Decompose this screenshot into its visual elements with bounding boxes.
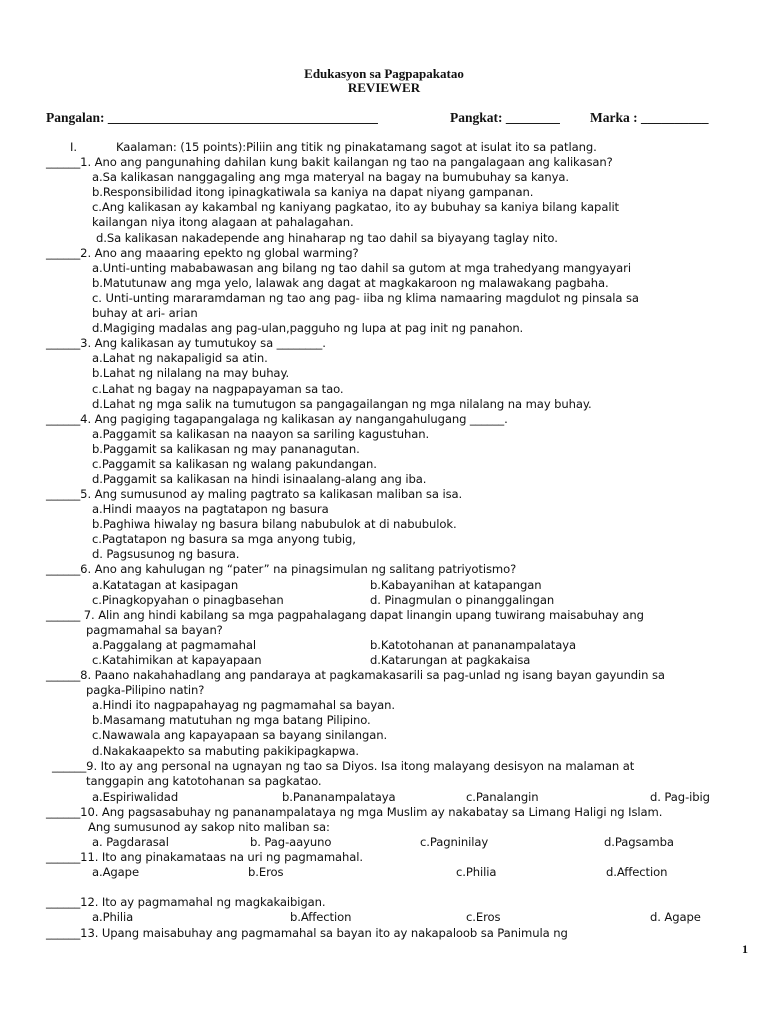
- q2-choice-b: b.Matutunaw ang mga yelo, lalawak ang dagat at magkakaroon ng malawakang pagbaha.: [92, 276, 609, 290]
- q7-choice-d: d.Katarungan at pagkakaisa: [370, 653, 531, 667]
- q1-choice-b: b.Responsibilidad itong ipinagkatiwala sa kaniya na dapat niyang gampanan.: [92, 185, 534, 199]
- q5-choice-c: c.Pagtatapon ng basura sa mga anyong tubig,: [92, 532, 356, 546]
- q11-choice-d: d.Affection: [606, 865, 668, 879]
- q12-choice-c: c.Eros: [466, 910, 501, 924]
- q8-choice-c: c.Nawawala ang kapayapaan sa bayang sinilangan.: [92, 728, 388, 742]
- question-8-cont: pagka-Pilipino natin?: [86, 683, 205, 697]
- question-9-cont: tanggapin ang katotohanan sa pagkatao.: [86, 774, 322, 788]
- question-12: ______12. Ito ay pagmamahal ng magkakaibigan.: [46, 895, 326, 909]
- q6-choice-d: d. Pinagmulan o pinanggalingan: [370, 593, 555, 607]
- q9-choice-c: c.Panalangin: [466, 790, 539, 804]
- q5-choice-d: d. Pagsusunog ng basura.: [92, 547, 240, 561]
- score-field[interactable]: Marka : __________: [590, 110, 709, 125]
- q4-choice-c: c.Paggamit sa kalikasan ng walang pakundangan.: [92, 457, 377, 471]
- section-number: I.: [70, 140, 77, 154]
- q10-choice-d: d.Pagsamba: [604, 835, 674, 849]
- name-field[interactable]: Pangalan: ________________________________________: [46, 110, 378, 125]
- q2-choice-c: c. Unti-unting mararamdaman ng tao ang pag- iiba ng klima namaaring magdulot ng pinsala sa: [92, 291, 639, 305]
- q7-choice-a: a.Paggalang at pagmamahal: [92, 638, 257, 652]
- q11-choice-b: b.Eros: [248, 865, 284, 879]
- q2-choice-a: a.Unti-unting mababawasan ang bilang ng tao dahil sa gutom at mga trahedyang mangyayari: [92, 261, 631, 275]
- q10-choice-b: b. Pag-aayuno: [250, 835, 332, 849]
- question-7-cont: pagmamahal sa bayan?: [86, 623, 223, 637]
- q1-choice-c: c.Ang kalikasan ay kakambal ng kaniyang pagkatao, ito ay bubuhay sa kaniya bilang kapalit: [92, 200, 620, 214]
- q6-choice-a: a.Katatagan at kasipagan: [92, 578, 239, 592]
- q1-choice-d: d.Sa kalikasan nakadepende ang hinaharap ng tao dahil sa biyayang taglay nito.: [96, 231, 558, 245]
- q12-choice-b: b.Affection: [290, 910, 352, 924]
- q2-choice-c-cont: buhay at ari- arian: [92, 306, 198, 320]
- q8-choice-a: a.Hindi ito nagpapahayag ng pagmamahal sa bayan.: [92, 698, 395, 712]
- q3-choice-d: d.Lahat ng mga salik na tumutugon sa pangagailangan ng mga nilalang na may buhay.: [92, 397, 592, 411]
- question-10-cont: Ang sumusunod ay sakop nito maliban sa:: [88, 820, 330, 834]
- q9-choice-d: d. Pag-ibig: [650, 790, 710, 804]
- q4-choice-a: a.Paggamit sa kalikasan na naayon sa sariling kagustuhan.: [92, 427, 430, 441]
- question-2: ______2. Ano ang maaaring epekto ng global warming?: [46, 246, 359, 260]
- q3-choice-b: b.Lahat ng nilalang na may buhay.: [92, 366, 290, 380]
- document-title: Edukasyon sa Pagpapakatao: [304, 66, 464, 81]
- q11-choice-c: c.Philia: [456, 865, 497, 879]
- question-10: ______10. Ang pagsasabuhay ng pananampalataya ng mga Muslim ay nakabatay sa Limang Haligi ng Islam.: [46, 805, 663, 819]
- question-3: ______3. Ang kalikasan ay tumutukoy sa ________.: [46, 336, 326, 350]
- q2-choice-d: d.Magiging madalas ang pag-ulan,pagguho ng lupa at pag init ng panahon.: [92, 321, 524, 335]
- student-info-fields: [46, 110, 726, 128]
- q5-choice-a: a.Hindi maayos na pagtatapon ng basura: [92, 502, 329, 516]
- q8-choice-d: d.Nakakaapekto sa mabuting pakikipagkapwa.: [92, 744, 359, 758]
- page-number: 1: [742, 942, 748, 956]
- question-4: ______4. Ang pagiging tagapangalaga ng kalikasan ay nangangahulugang ______.: [46, 412, 508, 426]
- q10-choice-c: c.Pagninilay: [420, 835, 489, 849]
- q4-choice-b: b.Paggamit sa kalikasan ng may pananagutan.: [92, 442, 360, 456]
- document-subtitle: REVIEWER: [347, 80, 421, 95]
- q8-choice-b: b.Masamang matutuhan ng mga batang Pilipino.: [92, 713, 371, 727]
- question-6: ______6. Ano ang kahulugan ng “pater” na pinagsimulan ng salitang patriyotismo?: [46, 562, 517, 576]
- question-5: ______5. Ang sumusunod ay maling pagtrato sa kalikasan maliban sa isa.: [46, 487, 463, 501]
- q7-choice-b: b.Katotohanan at pananampalataya: [370, 638, 576, 652]
- q7-choice-c: c.Katahimikan at kapayapaan: [92, 653, 262, 667]
- question-7: ______ 7. Alin ang hindi kabilang sa mga pagpahalagang dapat linangin upang tuwirang maisabuhay ang: [46, 608, 644, 622]
- q12-choice-a: a.Philia: [92, 910, 134, 924]
- question-13: ______13. Upang maisabuhay ang pagmamahal sa bayan ito ay nakapaloob sa Panimula ng: [46, 926, 568, 940]
- q11-choice-a: a.Agape: [92, 865, 139, 879]
- q12-choice-d: d. Agape: [650, 910, 701, 924]
- q3-choice-a: a.Lahat ng nakapaligid sa atin.: [92, 351, 268, 365]
- q5-choice-b: b.Paghiwa hiwalay ng basura bilang nabubulok at di nabubulok.: [92, 517, 457, 531]
- q6-choice-b: b.Kabayanihan at katapangan: [370, 578, 542, 592]
- question-11: ______11. Ito ang pinakamataas na uri ng pagmamahal.: [46, 850, 364, 864]
- group-field[interactable]: Pangkat: ________: [450, 110, 560, 125]
- q6-choice-c: c.Pinagkopyahan o pinagbasehan: [92, 593, 284, 607]
- q1-choice-c-cont: kailangan niya itong alagaan at pahalagahan.: [92, 215, 354, 229]
- q9-choice-a: a.Espiriwalidad: [92, 790, 179, 804]
- question-8: ______8. Paano nakahahadlang ang pandaraya at pagkamakasarili sa pag-unlad ng isang bayan gayundin sa: [46, 668, 665, 682]
- question-9: ______9. Ito ay ang personal na ugnayan ng tao sa Diyos. Isa itong malayang desisyon na malaman at: [52, 759, 635, 773]
- q9-choice-b: b.Pananampalataya: [282, 790, 396, 804]
- section-instruction: Kaalaman: (15 points):Piliin ang titik ng pinakatamang sagot at isulat ito sa patlang.: [116, 140, 597, 154]
- question-1: ______1. Ano ang pangunahing dahilan kung bakit kailangan ng tao na pangalagaan ang kalikasan?: [46, 155, 613, 169]
- q4-choice-d: d.Paggamit sa kalikasan na hindi isinaalang-alang ang iba.: [92, 472, 427, 486]
- q10-choice-a: a. Pagdarasal: [92, 835, 169, 849]
- q3-choice-c: c.Lahat ng bagay na nagpapayaman sa tao.: [92, 382, 344, 396]
- q1-choice-a: a.Sa kalikasan nanggagaling ang mga materyal na bagay na bumubuhay sa kanya.: [92, 170, 570, 184]
